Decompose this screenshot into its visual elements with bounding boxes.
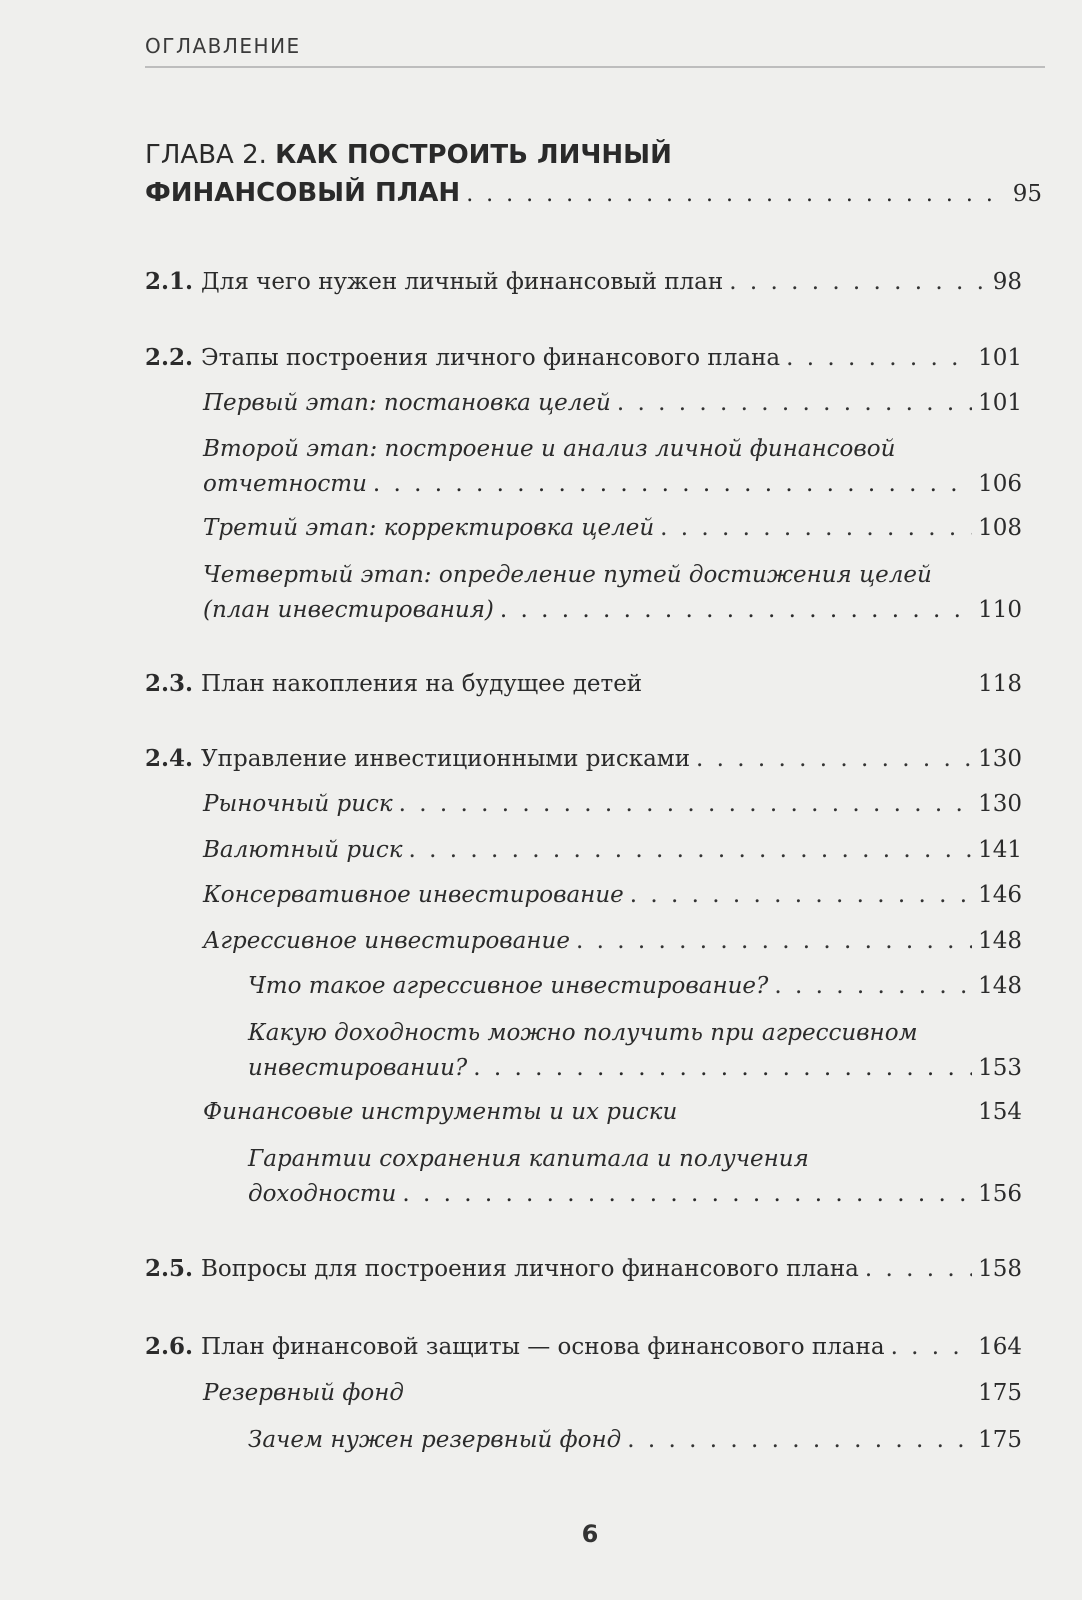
entry-label: Что такое агрессивное инвестирование?	[248, 973, 769, 999]
entry-page: 130	[978, 746, 1022, 772]
entry-label: Агрессивное инвестирование	[203, 928, 570, 954]
chapter-heading-line1	[145, 136, 1042, 174]
dot-leader	[399, 791, 972, 817]
section-number: 2.1.	[145, 268, 194, 295]
toc-subsubentry[interactable]	[248, 1427, 1022, 1453]
entry-label: Финансовые инструменты и их риски	[203, 1099, 678, 1125]
entry-label: Консервативное инвестирование	[203, 882, 624, 908]
page-number: 6	[581, 1520, 599, 1548]
header-rule	[145, 66, 1045, 68]
entry-page: 118	[978, 671, 1022, 697]
entry-page: 110	[978, 597, 1022, 623]
dot-leader	[466, 176, 1007, 214]
entry-page: 156	[978, 1181, 1022, 1207]
dot-leader	[408, 837, 972, 863]
entry-page: 158	[978, 1256, 1022, 1282]
dot-leader	[627, 1427, 972, 1453]
chapter-title-line2: ФИНАНСОВЫЙ ПЛАН	[145, 178, 461, 208]
entry-page: 108	[978, 515, 1022, 541]
dot-leader	[630, 882, 972, 908]
chapter-heading	[145, 136, 1042, 214]
toc-subsubentry[interactable]	[248, 1142, 1022, 1212]
entry-page: 164	[978, 1334, 1022, 1360]
chapter-number: ГЛАВА 2.	[145, 140, 267, 170]
entry-page: 148	[978, 928, 1022, 954]
toc-subentry[interactable]	[203, 390, 1022, 416]
chapter-page: 95	[1012, 181, 1042, 207]
dot-leader	[786, 345, 972, 371]
toc-subsubentry[interactable]	[248, 1016, 1022, 1086]
toc-subentry[interactable]	[203, 791, 1022, 817]
toc-entry[interactable]	[145, 1333, 1022, 1360]
toc-subsubentry[interactable]	[248, 973, 1022, 999]
entry-label: Валютный риск	[203, 837, 403, 863]
entry-label-line1: Второй этап: построение и анализ личной финансовой	[203, 436, 896, 462]
entry-label: Третий этап: корректировка целей	[203, 515, 655, 541]
entry-page: 146	[978, 882, 1022, 908]
entry-page: 175	[978, 1427, 1022, 1453]
entry-label: Вопросы для построения личного финансового плана	[201, 1256, 859, 1282]
section-number: 2.3.	[145, 670, 194, 697]
toc-subentry[interactable]	[203, 1380, 1022, 1406]
entry-label-line2: отчетности	[203, 471, 367, 497]
entry-label: Этапы построения личного финансового плана	[201, 345, 781, 371]
entry-label-line1: Гарантии сохранения капитала и получения	[248, 1146, 809, 1172]
section-number: 2.4.	[145, 745, 194, 772]
entry-label-line2: (план инвестирования)	[203, 597, 494, 623]
section-number: 2.6.	[145, 1333, 194, 1360]
entry-page: 101	[978, 345, 1022, 371]
toc-subentry[interactable]	[203, 882, 1022, 908]
dot-leader	[891, 1334, 973, 1360]
toc-subentry[interactable]	[203, 928, 1022, 954]
entry-page: 154	[978, 1099, 1022, 1125]
entry-label: Первый этап: постановка целей	[203, 390, 611, 416]
dot-leader	[729, 269, 987, 295]
dot-leader	[373, 466, 972, 502]
entry-label: Рыночный риск	[203, 791, 393, 817]
chapter-heading-line2	[145, 174, 1042, 214]
entry-page: 101	[978, 390, 1022, 416]
dot-leader	[576, 928, 972, 954]
entry-label-line2: доходности	[248, 1181, 397, 1207]
entry-label: Зачем нужен резервный фонд	[248, 1427, 622, 1453]
dot-leader	[696, 746, 972, 772]
toc-entry[interactable]	[145, 344, 1022, 371]
toc-subentry[interactable]	[203, 558, 1022, 628]
dot-leader	[473, 1050, 972, 1086]
section-number: 2.5.	[145, 1255, 194, 1282]
toc-entry[interactable]	[145, 1255, 1022, 1282]
entry-page: 148	[978, 973, 1022, 999]
dot-leader	[865, 1256, 972, 1282]
chapter-title-line1: КАК ПОСТРОИТЬ ЛИЧНЫЙ	[275, 140, 672, 170]
entry-label-line1: Какую доходность можно получить при агрессивном	[248, 1020, 918, 1046]
toc-subentry[interactable]	[203, 1099, 1022, 1125]
entry-page: 130	[978, 791, 1022, 817]
running-head: ОГЛАВЛЕНИЕ	[145, 34, 301, 58]
entry-label: Резервный фонд	[203, 1380, 404, 1406]
entry-page: 106	[978, 471, 1022, 497]
dot-leader	[617, 390, 972, 416]
toc-entry[interactable]	[145, 670, 1022, 697]
toc-subentry[interactable]	[203, 432, 1022, 502]
entry-page: 141	[978, 837, 1022, 863]
dot-leader	[660, 515, 972, 541]
entry-label-line1: Четвертый этап: определение путей достижения целей	[203, 562, 932, 588]
entry-page: 153	[978, 1055, 1022, 1081]
toc-subentry[interactable]	[203, 837, 1022, 863]
dot-leader	[500, 592, 972, 628]
dot-leader	[402, 1176, 972, 1212]
section-number: 2.2.	[145, 344, 194, 371]
entry-label: План накопления на будущее детей	[201, 671, 643, 697]
entry-page: 98	[992, 269, 1022, 295]
entry-label-line2: инвестировании?	[248, 1055, 468, 1081]
toc-subentry[interactable]	[203, 515, 1022, 541]
dot-leader	[774, 973, 972, 999]
entry-label: План финансовой защиты — основа финансового плана	[201, 1334, 885, 1360]
toc-entry[interactable]	[145, 745, 1022, 772]
entry-page: 175	[978, 1380, 1022, 1406]
entry-label: Для чего нужен личный финансовый план	[201, 269, 724, 295]
entry-label: Управление инвестиционными рисками	[201, 746, 691, 772]
toc-entry[interactable]	[145, 268, 1022, 295]
